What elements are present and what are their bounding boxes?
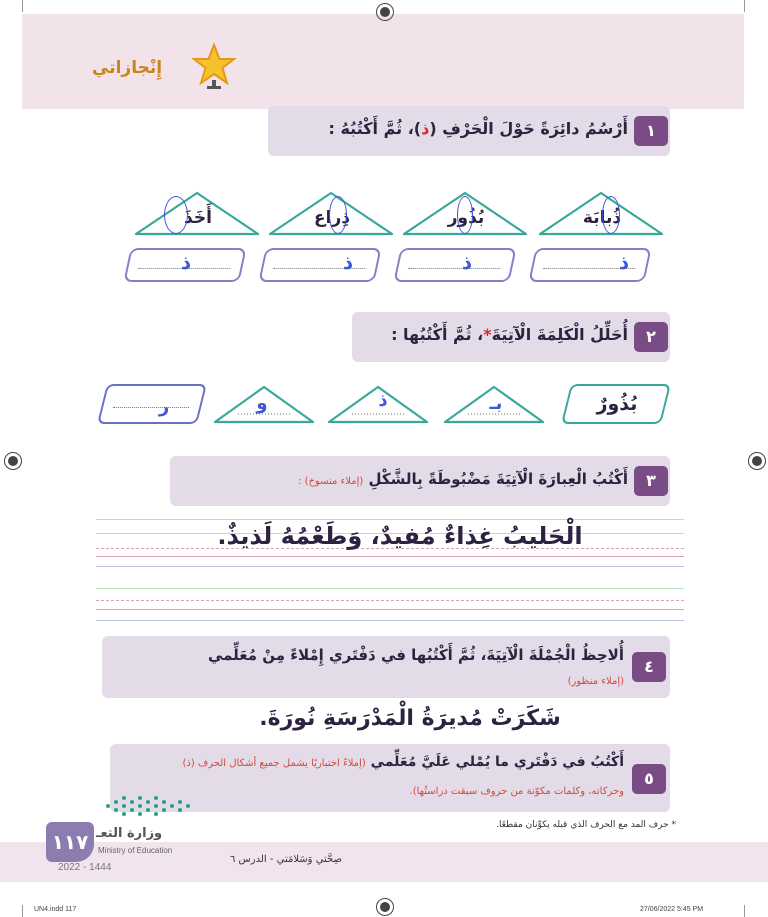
star-trophy-icon [190, 42, 238, 90]
question-4-note: (إملاء منظور) [567, 676, 624, 687]
word-dhira: ذِراع [314, 208, 350, 228]
question-2-number: ٢ [634, 322, 668, 352]
answer-letter: ذ [618, 250, 630, 274]
writing-line [96, 588, 684, 589]
answer-letter: ذ [342, 250, 354, 274]
letter-dhal: ذ [378, 390, 388, 411]
circled-letter-mark [602, 196, 620, 234]
writing-line [96, 566, 684, 567]
trim-mark [22, 0, 23, 12]
ministry-name-en: Ministry of Education [98, 846, 173, 855]
letter-ba: بـ [489, 393, 503, 414]
registration-mark-icon [4, 452, 22, 470]
ministry-logo-icon [100, 792, 196, 820]
writing-line [96, 556, 684, 557]
question-1-number: ١ [634, 116, 668, 146]
registration-mark-icon [748, 452, 766, 470]
edition-years: 2022 - 1444 [58, 862, 112, 873]
writing-line [96, 609, 684, 610]
answer-slot[interactable] [258, 248, 381, 282]
letter-ra: ر [158, 396, 170, 417]
page-number: ١١٧ [46, 822, 94, 862]
page-title: إِنْجازاتي [92, 58, 163, 78]
circled-letter-mark [457, 196, 473, 234]
question-5-number: ٥ [632, 764, 666, 794]
word-budhur: بُذُور [447, 208, 485, 228]
answer-slot[interactable] [393, 248, 516, 282]
word-budhurun: بُذُورٌ [596, 393, 638, 415]
question-4-number: ٤ [632, 652, 666, 682]
question-3-number: ٣ [634, 466, 668, 496]
writing-line [96, 600, 684, 601]
circled-letter-mark [329, 196, 347, 234]
lesson-footer: صِحَّتي وَسَلامَتي - الدرس ٦ [230, 854, 342, 865]
registration-mark-icon [376, 3, 394, 21]
question-4-text: أُلاحِظُ الْجُمْلَةَ الْآتِيَةَ، ثُمَّ أَكْتُبُها في دَفْتَري إِمْلاءً مِنْ مُعَلِّمي [207, 646, 624, 664]
trim-mark [744, 905, 745, 917]
question-2-text: أُحَلِّلُ الْكَلِمَةَ الْآتِيَةَ*، ثُمَّ أَكْتُبُها : [391, 325, 628, 344]
writing-line [96, 620, 684, 621]
answer-letter: ذ [461, 250, 473, 274]
question-5-note: وحركاته، وكلمات مكوّنة من حروف سبقت دراستُها). [409, 786, 624, 797]
ministry-name-ar: وزارة التعـ [96, 826, 163, 841]
letter-box[interactable] [97, 384, 207, 424]
registration-mark-icon [376, 898, 394, 916]
trim-mark [744, 0, 745, 12]
question-3-text: أَكْتُبُ الْعِبارَةَ الْآتِيَةَ مَضْبُوطَةً بِالشَّكْلِ (إملاء منسوخ) : [298, 470, 628, 488]
answer-letter: ذ [180, 250, 192, 274]
writing-line [96, 519, 684, 520]
q3-sentence: الْحَليبُ غِذاءٌ مُفيدٌ، وَطَعْمُهُ لَذيذٌ. [217, 522, 583, 550]
q4-sentence: شَكَرَتْ مُديرَةُ الْمَدْرَسَةِ نُورَةَ. [259, 706, 561, 731]
question-5-text: أَكْتُبُ في دَفْتَري ما يُمْلي عَلَيَّ مُعَلِّمي (إملاءً اختباريًا يشمل جميع أشكال الحرف (ذ) [182, 754, 624, 770]
trim-mark [22, 905, 23, 917]
file-slug: UN4.indd 117 [34, 906, 77, 913]
footnote: * حرف المد مع الحرف الذي قبله يكوِّنان مقطعًا. [496, 820, 676, 830]
date-slug: 27/06/2022 5:45 PM [640, 906, 704, 913]
word-dhubaba: ذُبابَة [582, 208, 622, 228]
letter-waw: و [256, 393, 268, 414]
word-akhadha: أَخَذَ [184, 208, 212, 228]
question-1-text: أَرْسُمُ دائِرَةً حَوْلَ الْحَرْفِ (ذ)، ثُمَّ أَكْتُبُهُ : [328, 119, 628, 138]
circled-letter-mark [164, 196, 188, 234]
